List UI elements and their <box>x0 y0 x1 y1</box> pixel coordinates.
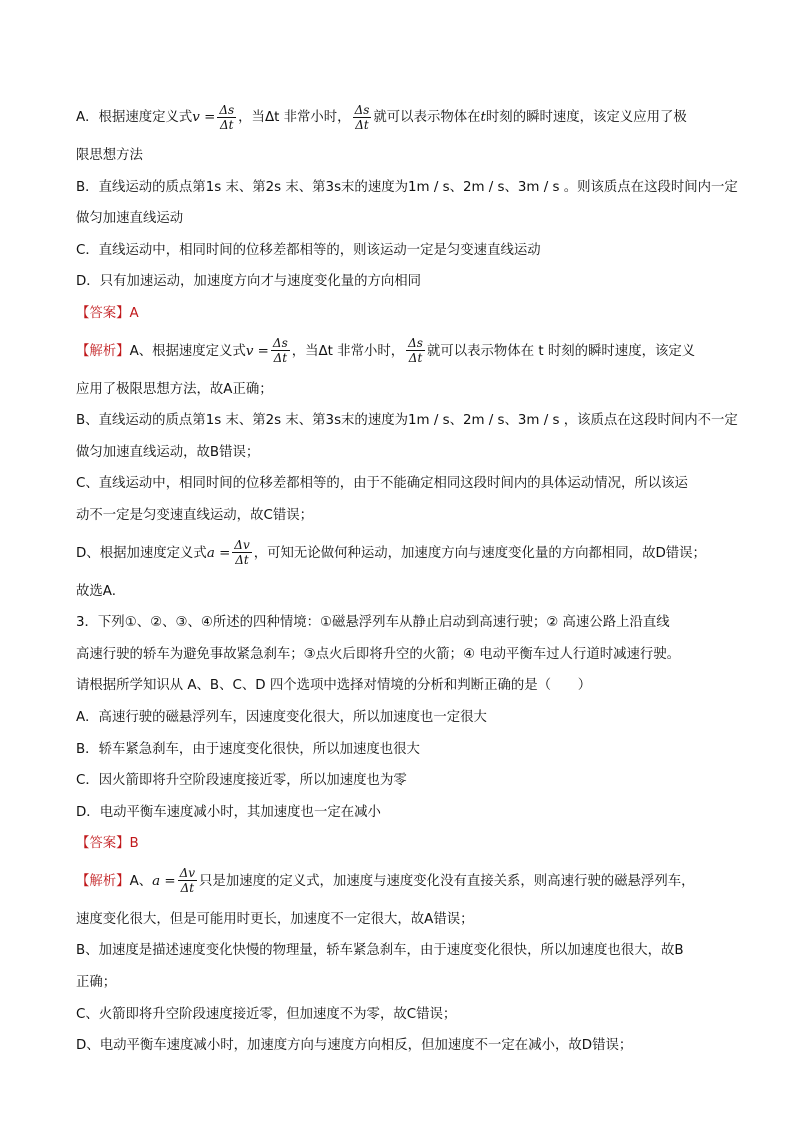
text: A．根据速度定义式 <box>76 110 193 125</box>
formula-v: v = <box>245 343 269 359</box>
q3-analysis-c-line: C、火箭即将升空阶段速度接近零，但加速度不为零，故C错误； <box>76 1006 457 1022</box>
q3-option-d: D．电动平衡车速度减小时，其加速度也一定在减小 <box>76 804 381 820</box>
formula-a: a = <box>206 545 231 561</box>
formula-a: a = <box>152 873 176 889</box>
q3-stem-line2: 高速行驶的轿车为避免事故紧急刹车；③点火后即将升空的火箭；④ 电动平衡车过人行道时减速行驶。 <box>76 646 681 662</box>
q3-analysis-b-line2: 正确； <box>76 975 117 991</box>
numerator: Δs <box>408 336 423 351</box>
q2-analysis-a-line1 <box>76 330 726 374</box>
numerator: Δs <box>354 102 370 117</box>
q3-analysis-b-line1: B、加速度是描述速度变化快慢的物理量，轿车紧急刹车，由于速度变化很快，所以加速度也很大，故B <box>76 943 684 959</box>
q2-answer: 【答案】A <box>76 305 139 321</box>
text: 只是加速度的定义式，加速度与速度变化没有直接关系，则高速行驶的磁悬浮列车， <box>199 873 695 889</box>
text: ，当Δt 非常小时， <box>238 110 351 125</box>
text: A、 <box>129 873 153 889</box>
q2-analysis-d-line <box>76 532 726 576</box>
q3-analysis-a-line2: 速度变化很大，但是可能用时更长，加速度不一定很大，故A错误； <box>76 911 474 927</box>
denominator: Δt <box>355 117 369 132</box>
q2-option-b-line1: B．直线运动的质点第1s 末、第2s 末、第3s末的速度为1m / s、2m / s、3m / s 。则该质点在这段时间内一定 <box>76 179 738 195</box>
denominator: Δt <box>273 351 288 366</box>
text: A、根据速度定义式 <box>129 343 246 359</box>
q3-option-b: B．轿车紧急刹车，由于速度变化很快，所以加速度也很大 <box>76 741 420 757</box>
denominator: Δt <box>235 553 249 568</box>
formula-v: v = <box>192 110 216 125</box>
q2-option-a-line1 <box>76 96 726 140</box>
numerator: Δs <box>219 102 235 117</box>
q3-stem-line3: 请根据所学知识从 A、B、C、D 四个选项中选择对情境的分析和判断正确的是（ ） <box>76 678 592 694</box>
text: 就可以表示物体在 <box>373 110 481 125</box>
q2-option-c: C．直线运动中，相同时间的位移差都相等的，则该运动一定是匀变速直线运动 <box>76 242 541 258</box>
q2-analysis-b-line2: 做匀加速直线运动，故B错误； <box>76 444 260 460</box>
denominator: Δt <box>180 881 195 896</box>
fraction-ds-dt <box>217 103 236 132</box>
q2-analysis-b-line1: B、直线运动的质点第1s 末、第2s 末、第3s末的速度为1m / s、2m / s、3m / s ，该质点在这段时间内不一定 <box>76 413 738 429</box>
denominator: Δt <box>220 117 234 132</box>
fraction-ds-dt <box>353 103 372 132</box>
text: 就可以表示物体在 t 时刻的瞬时速度，该定义 <box>426 343 696 359</box>
text: 时刻的瞬时速度，该定义应用了极 <box>485 110 687 125</box>
numerator: Δv <box>234 538 250 553</box>
q3-option-c: C．因火箭即将升空阶段速度接近零，所以加速度也为零 <box>76 773 407 789</box>
q2-conclusion: 故选A. <box>76 583 116 599</box>
numerator: Δv <box>179 866 196 881</box>
q3-answer: 【答案】B <box>76 836 139 852</box>
text: D、根据加速度定义式 <box>76 545 207 561</box>
document-page <box>76 96 738 1062</box>
analysis-tag: 【解析】 <box>76 873 130 889</box>
q3-analysis-d-line: D、电动平衡车速度减小时，加速度方向与速度方向相反，但加速度不一定在减小，故D错误； <box>76 1038 633 1054</box>
q2-analysis-c-line2: 动不一定是匀变速直线运动，故C错误； <box>76 507 313 523</box>
q2-option-d: D．只有加速运动，加速度方向才与速度变化量的方向相同 <box>76 274 422 290</box>
text: ，可知无论做何种运动，加速度方向与速度变化量的方向都相同，故D错误； <box>253 545 706 561</box>
var-t: t <box>480 110 486 125</box>
q2-option-a-line2: 限思想方法 <box>76 148 143 163</box>
fraction-dv-dt <box>178 866 197 895</box>
q3-option-a: A．高速行驶的磁悬浮列车，因速度变化很大，所以加速度也一定很大 <box>76 709 487 725</box>
numerator: Δs <box>272 336 288 351</box>
q3-stem-line1: 3．下列①、②、③、④所述的四种情境：①磁悬浮列车从静止启动到高速行驶；② 高速公路上沿直线 <box>76 615 670 631</box>
fraction-dv-dt <box>232 538 251 567</box>
analysis-tag: 【解析】 <box>76 343 130 359</box>
text: ，当Δt 非常小时， <box>291 343 405 359</box>
fraction-ds-dt <box>406 336 425 365</box>
q2-analysis-a-line2: 应用了极限思想方法，故A正确； <box>76 381 273 397</box>
q3-analysis-a-line1 <box>76 860 726 904</box>
q2-analysis-c-line1: C、直线运动中，相同时间的位移差都相等的，由于不能确定相同这段时间内的具体运动情况，所以该运 <box>76 476 688 492</box>
fraction-ds-dt <box>271 336 290 365</box>
denominator: Δt <box>408 351 423 366</box>
q2-option-b-line2: 做匀加速直线运动 <box>76 211 184 227</box>
